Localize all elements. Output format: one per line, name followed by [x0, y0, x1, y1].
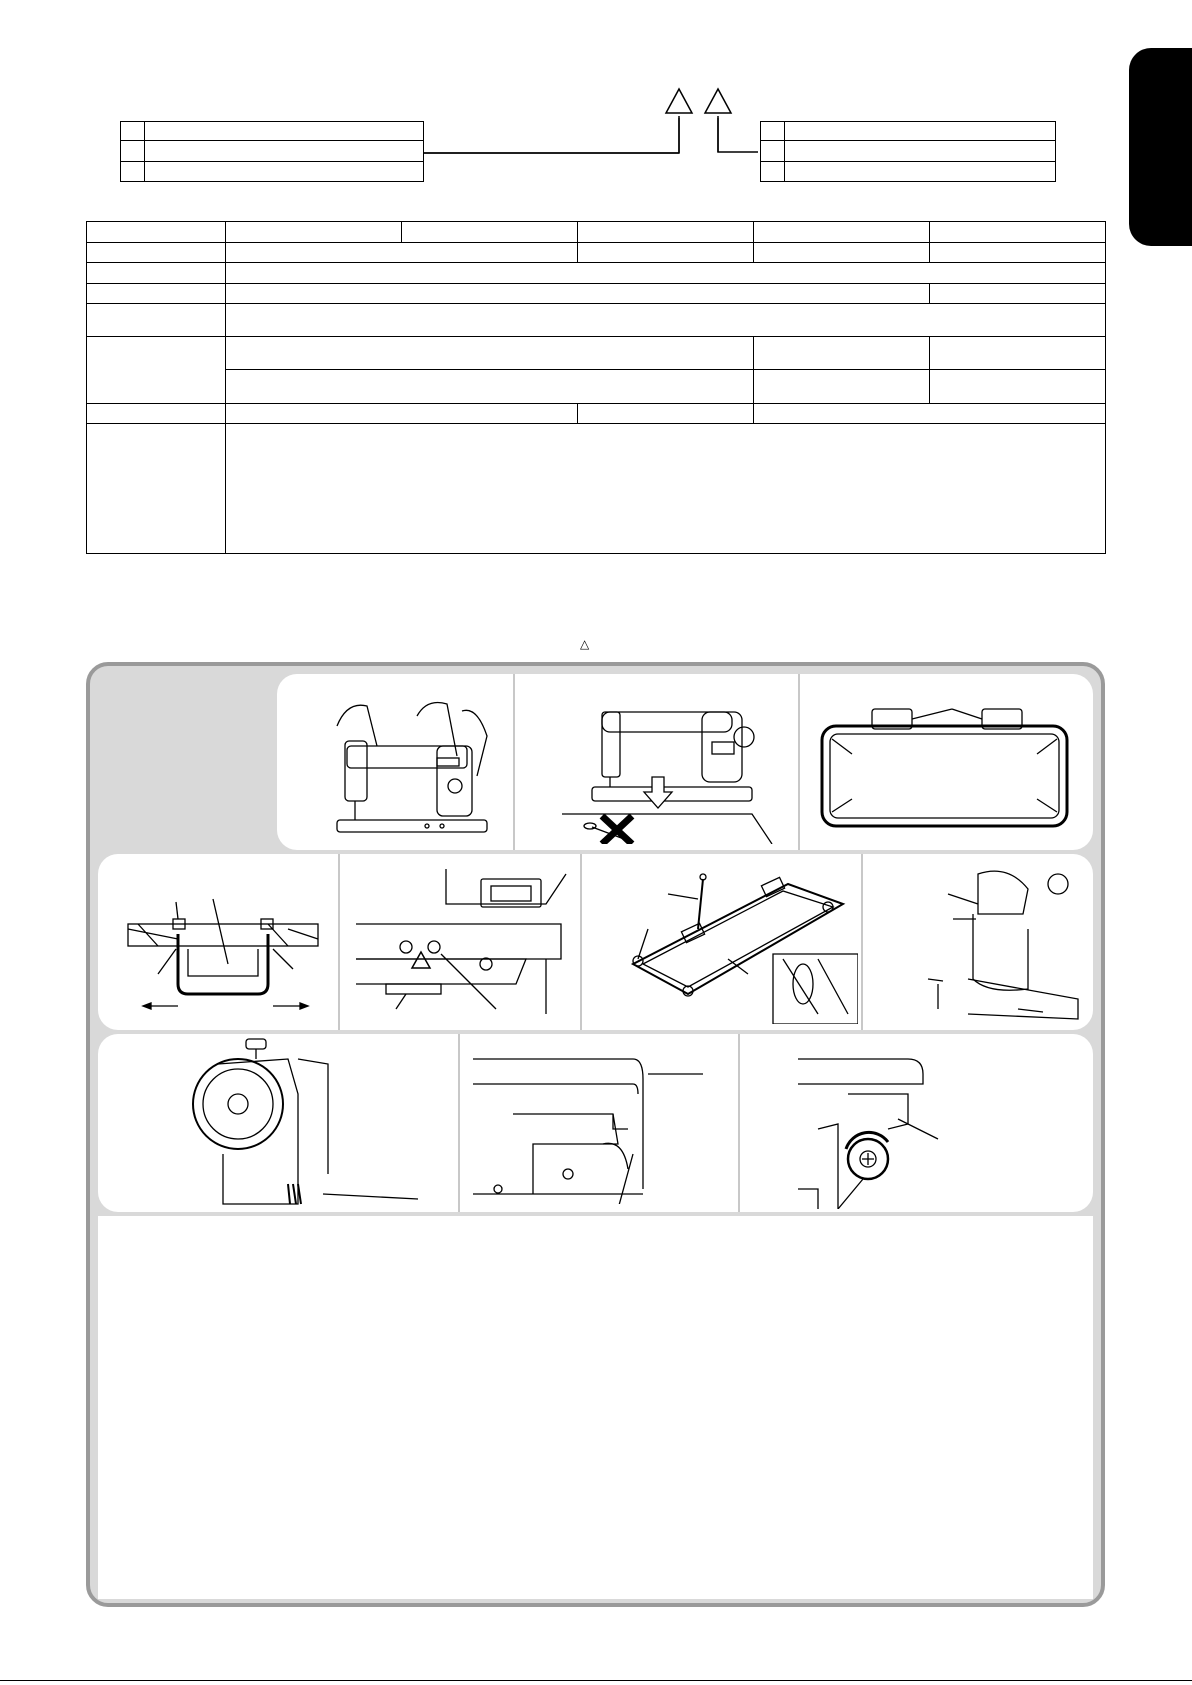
installation-panel	[86, 662, 1105, 1607]
figure-bed-underside-bolts	[346, 864, 574, 1019]
table-row	[87, 424, 1106, 554]
table-row	[87, 403, 1106, 424]
table-row	[87, 304, 1106, 337]
installation-row-2	[98, 854, 1093, 1030]
figure-oil-pan-corners	[812, 704, 1082, 834]
caution-mark: △	[580, 637, 590, 651]
figure-no-screwdriver-on-table	[522, 692, 787, 844]
page-bottom-rule	[0, 1680, 1192, 1681]
table-row	[87, 283, 1106, 304]
section-tab-marker	[1129, 48, 1192, 246]
figure-oil-pan-installation	[588, 869, 858, 1024]
installation-row-1	[277, 674, 1093, 850]
table-row	[87, 242, 1106, 263]
figure-lifting-machine-head	[307, 696, 492, 836]
figure-head-support-rubber	[118, 894, 328, 1014]
table-row	[87, 222, 1106, 243]
figure-knee-lifter-rod	[473, 1054, 728, 1204]
warning-triangle-icon	[666, 89, 692, 113]
table-row	[87, 337, 1106, 370]
warning-triangle-icon	[705, 89, 731, 113]
warning-triangles	[665, 88, 745, 118]
table-row	[87, 263, 1106, 284]
table-row	[87, 369, 1106, 403]
model-code-box-right	[760, 121, 1056, 182]
installation-text-area	[98, 1216, 1093, 1599]
specification-table	[86, 221, 1106, 554]
model-code-box-left	[120, 121, 424, 182]
figure-handwheel-cover	[188, 1034, 438, 1212]
figure-thread-stand-pin	[868, 859, 1088, 1024]
figure-adjusting-screw	[778, 1054, 1038, 1209]
installation-row-3	[98, 1034, 1093, 1212]
code-connectors	[424, 118, 764, 178]
